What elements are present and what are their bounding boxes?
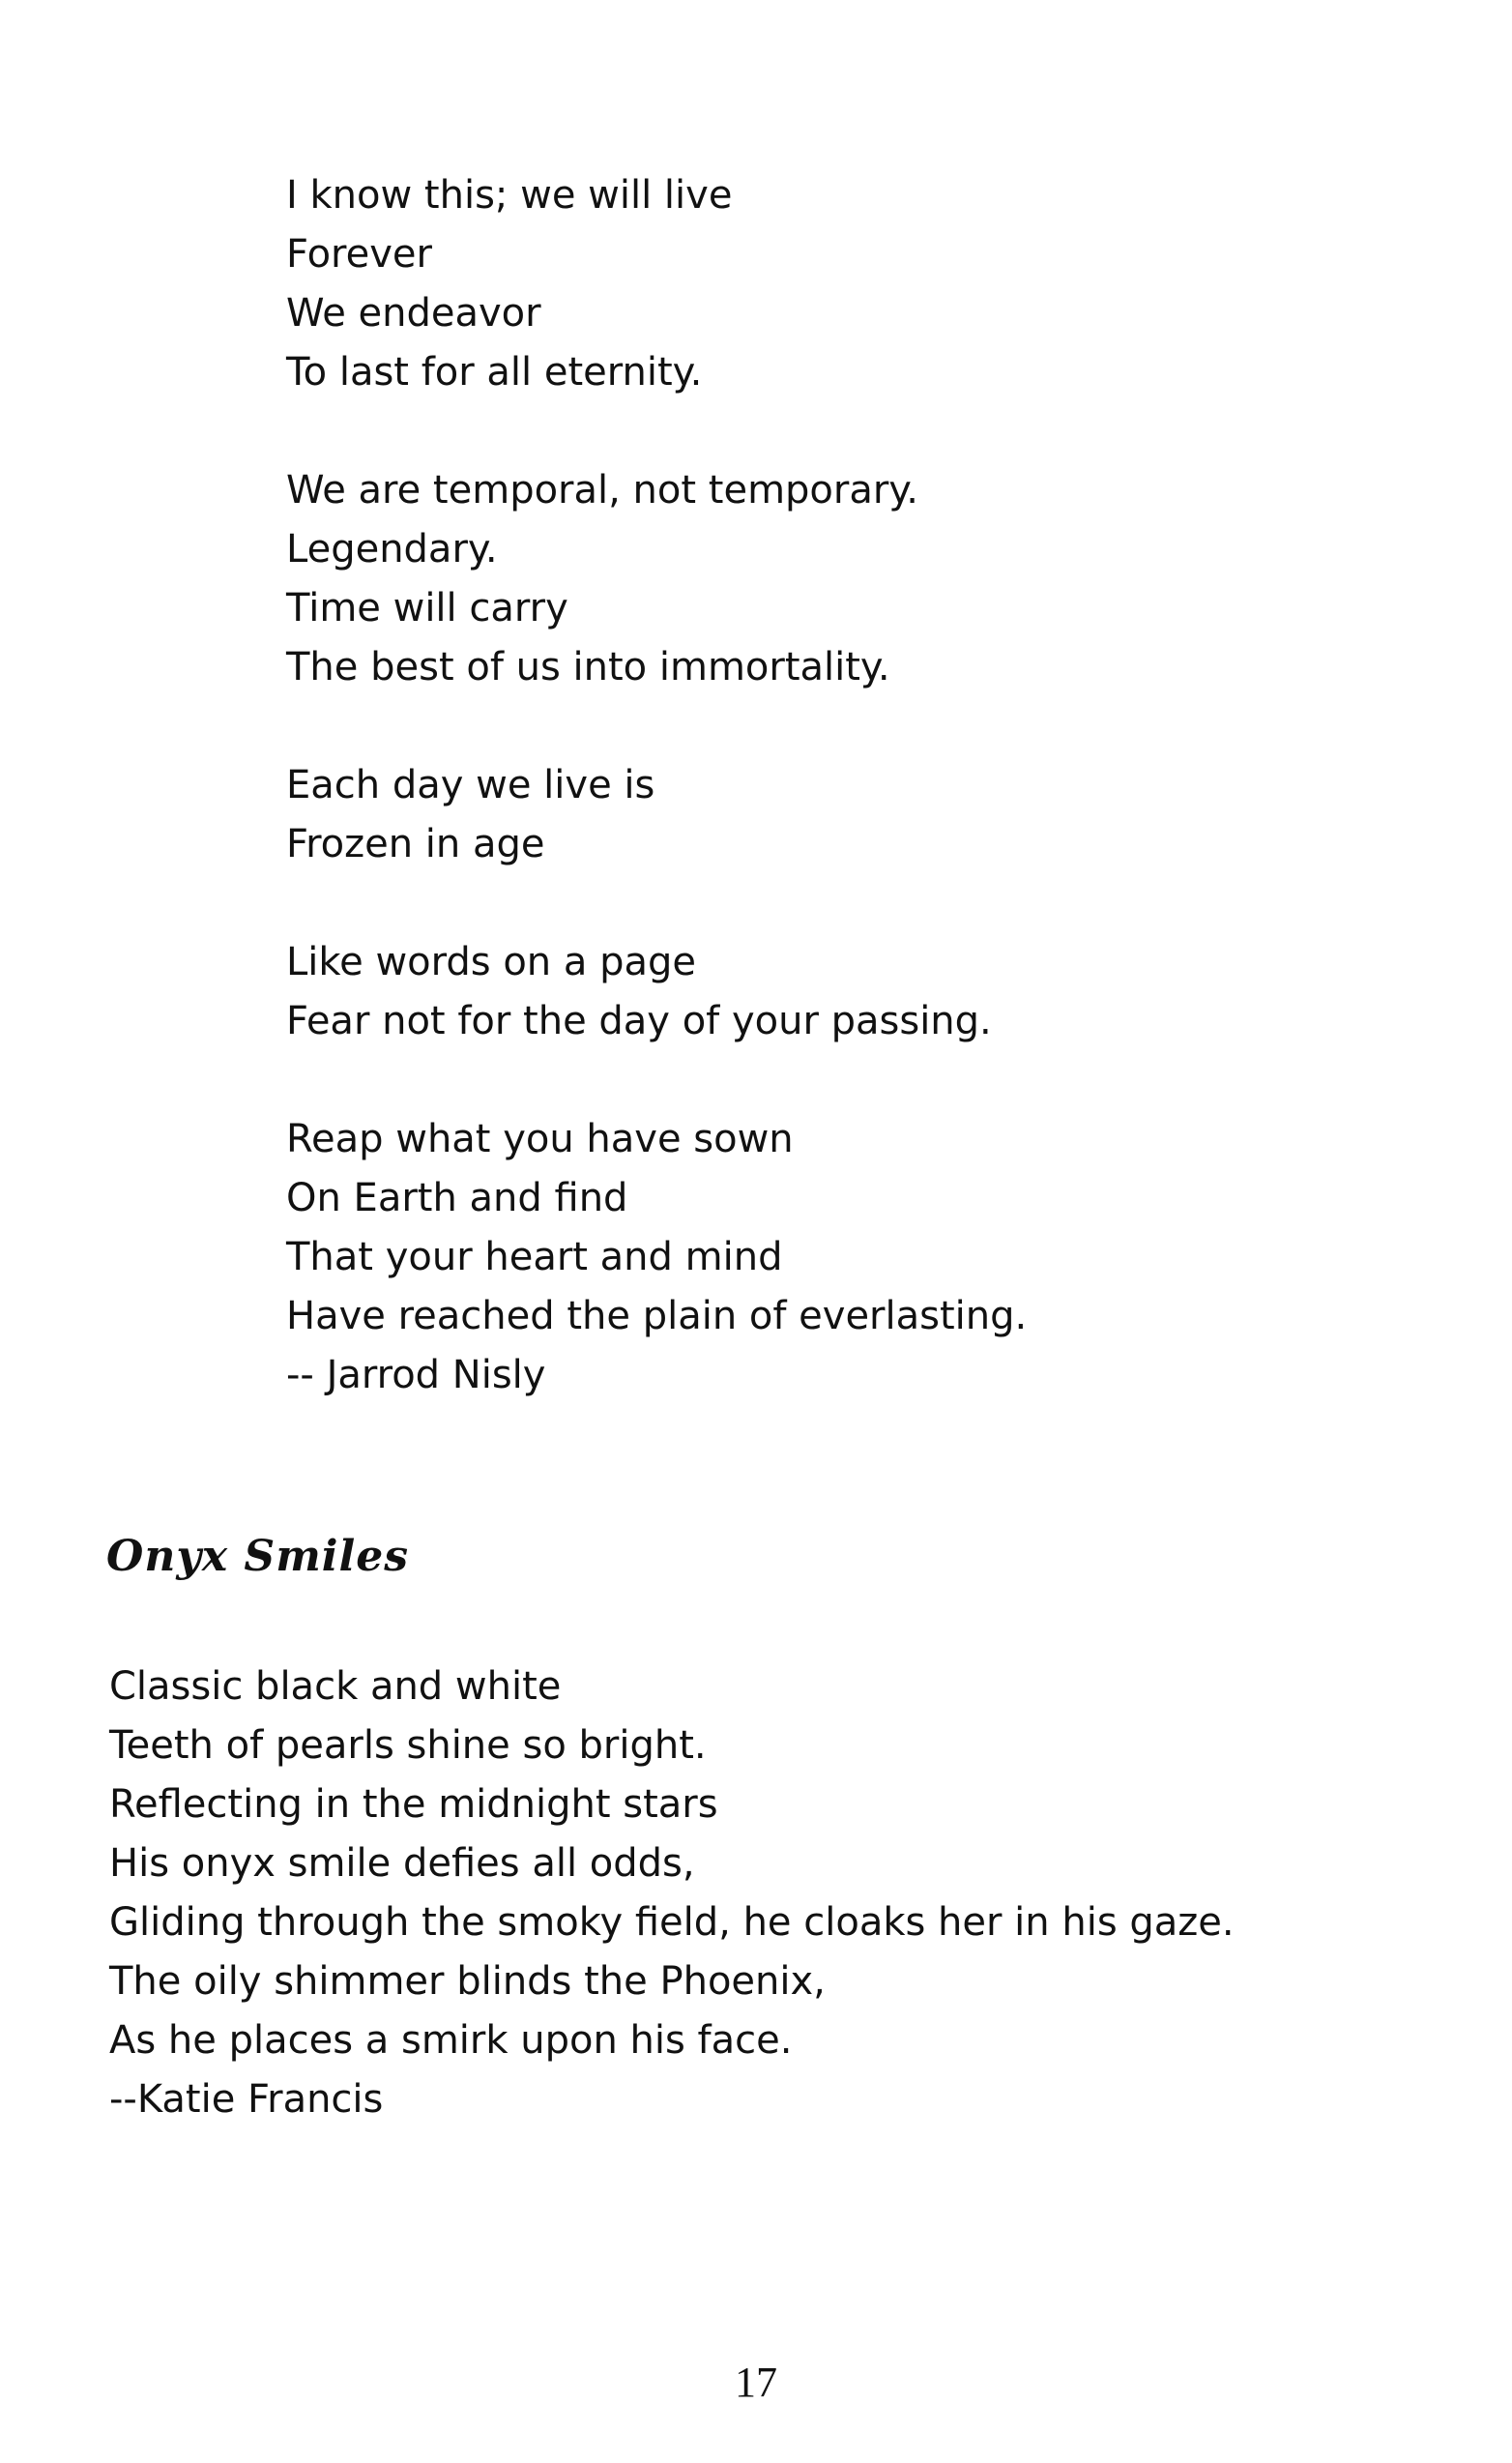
poem-line: His onyx smile defies all odds, (109, 1841, 695, 1886)
poem-line: As he places a smirk upon his face. (109, 2018, 793, 2063)
poem-1-stanza-2 (286, 461, 1027, 697)
poem-1 (286, 166, 1027, 1405)
poem-line: Classic black and white (109, 1664, 562, 1709)
poem-line: Fear not for the day of your passing. (286, 999, 992, 1043)
page-number: 17 (735, 2359, 777, 2406)
poem-line: Reflecting in the midnight stars (109, 1782, 718, 1827)
poem-2 (109, 1657, 1235, 2129)
poem-line: We are temporal, not temporary. (286, 468, 918, 513)
poem-line: Frozen in age (286, 822, 545, 866)
poem-line: Have reached the plain of everlasting. (286, 1294, 1028, 1338)
poem-1-stanza-4 (286, 933, 1027, 1051)
poem-line: The oily shimmer blinds the Phoenix, (109, 1959, 826, 2004)
poem-2-title: Onyx Smiles (106, 1532, 409, 1581)
poem-2-author: --Katie Francis (109, 2077, 384, 2122)
poem-line: Legendary. (286, 527, 498, 572)
poem-line: Forever (286, 232, 432, 277)
poem-line: The best of us into immortality. (286, 645, 890, 689)
poem-line: Time will carry (286, 586, 568, 630)
poem-1-stanza-5 (286, 1110, 1027, 1405)
poem-line: Teeth of pearls shine so bright. (109, 1723, 707, 1768)
poem-line: On Earth and find (286, 1176, 628, 1220)
poem-line: Each day we live is (286, 763, 655, 807)
poem-1-author: -- Jarrod Nisly (286, 1353, 546, 1397)
poem-line: To last for all eternity. (286, 350, 703, 395)
poem-line: That your heart and mind (286, 1235, 783, 1279)
poem-line: We endeavor (286, 291, 541, 336)
poem-1-stanza-1 (286, 166, 1027, 402)
poem-line: I know this; we will live (286, 173, 733, 218)
poem-line: Like words on a page (286, 940, 697, 984)
poem-line: Reap what you have sown (286, 1117, 794, 1161)
poem-1-stanza-3 (286, 756, 1027, 874)
poem-line: Gliding through the smoky field, he cloaks her in his gaze. (109, 1900, 1235, 1945)
